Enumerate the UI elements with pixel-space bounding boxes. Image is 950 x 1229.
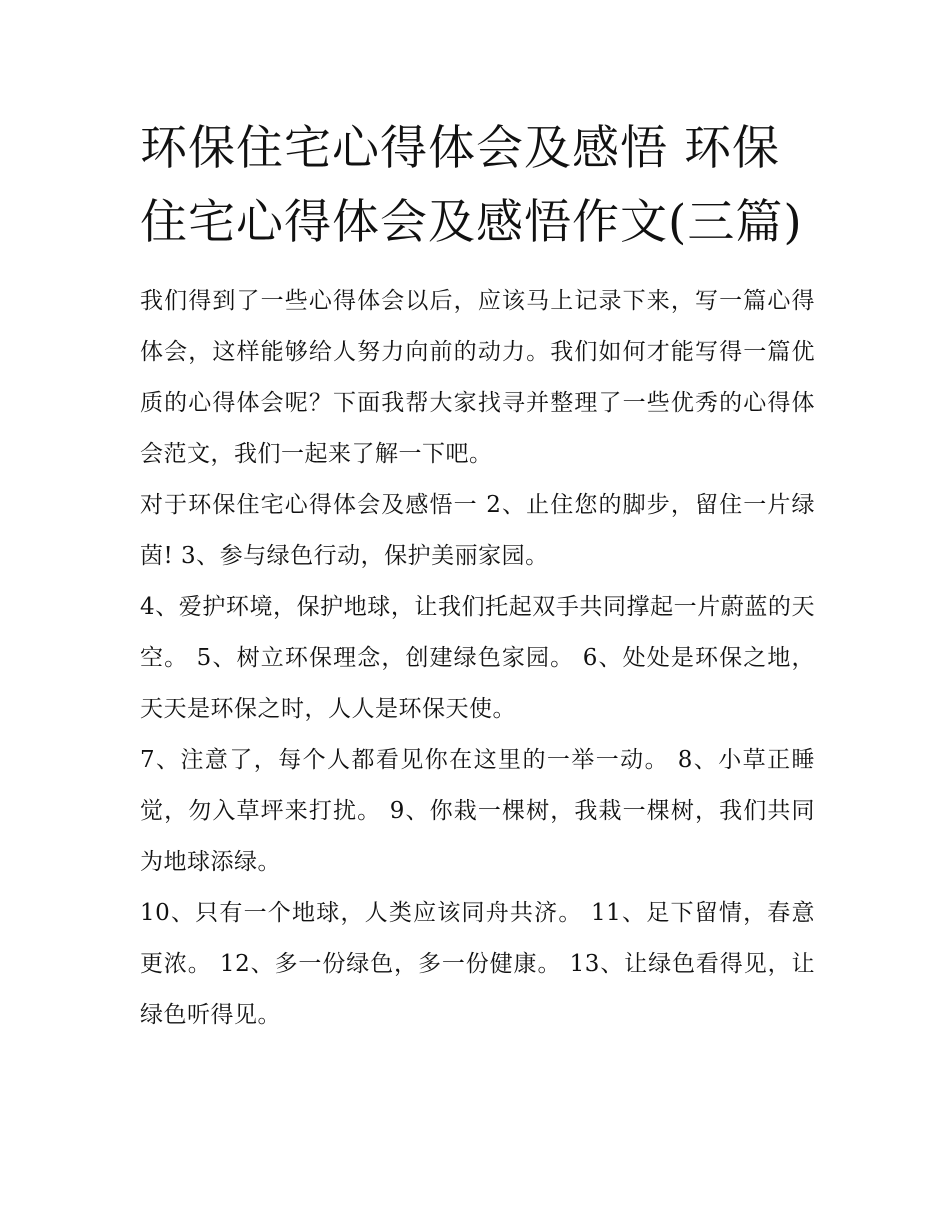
- body-paragraph: 7、注意了，每个人都看见你在这里的一举一动。 8、小草正睡觉，勿入草坪来打扰。 9、你栽一棵树，我栽一棵树，我们共同为地球添绿。: [140, 747, 815, 875]
- body-paragraph: 对于环保住宅心得体会及感悟一 2、止住您的脚步，留住一片绿茵! 3、参与绿色行动，保护美丽家园。: [140, 492, 815, 569]
- body-paragraph: 4、爱护环境，保护地球，让我们托起双手共同撑起一片蔚蓝的天空。 5、树立环保理念，创建绿色家园。 6、处处是环保之地，天天是环保之时，人人是环保天使。: [140, 594, 815, 722]
- intro-paragraph: 我们得到了一些心得体会以后，应该马上记录下来，写一篇心得体会，这样能够给人努力向前的动力。我们如何才能写得一篇优质的心得体会呢？下面我帮大家找寻并整理了一些优秀的心得体会范文，我们一起来了解一下吧。: [140, 288, 815, 467]
- document-body: [140, 276, 815, 1041]
- document-page: [140, 112, 815, 1041]
- document-title: 环保住宅心得体会及感悟 环保住宅心得体会及感悟作文(三篇): [140, 121, 803, 250]
- body-paragraph: 10、只有一个地球，人类应该同舟共济。 11、足下留情，春意更浓。 12、多一份绿色，多一份健康。 13、让绿色看得见，让绿色听得见。: [140, 900, 815, 1028]
